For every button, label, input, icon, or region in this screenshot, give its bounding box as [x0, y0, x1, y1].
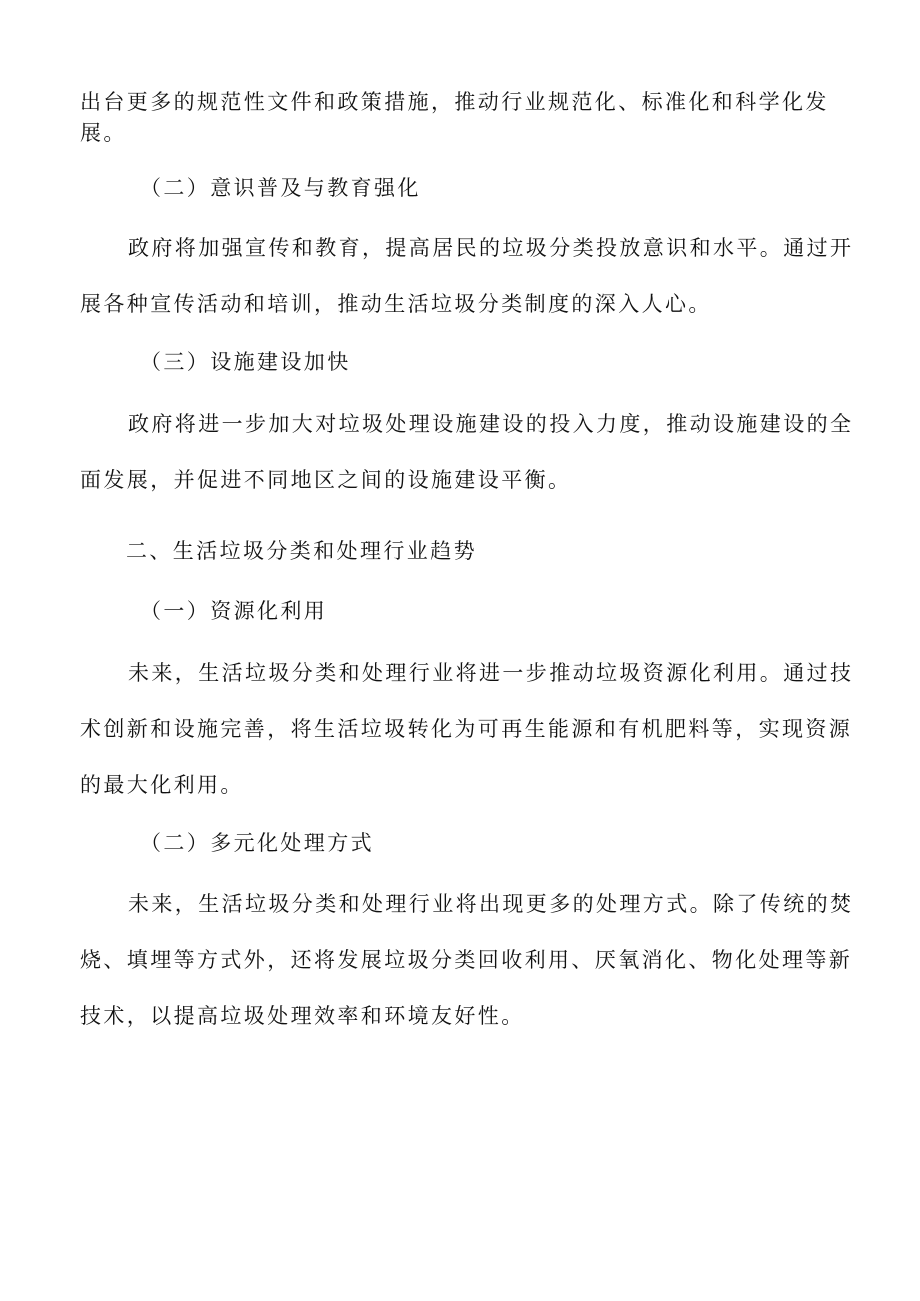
heading-awareness-education: （二）意识普及与教育强化 [140, 176, 421, 200]
paragraph-line: 出台更多的规范性文件和政策措施，推动行业规范化、标准化和科学化发 [80, 90, 829, 114]
heading-facility-construction: （三）设施建设加快 [140, 350, 351, 374]
paragraph-line: 术创新和设施完善，将生活垃圾转化为可再生能源和有机肥料等，实现资源 [80, 717, 853, 741]
paragraph-line: 政府将进一步加大对垃圾处理设施建设的投入力度，推动设施建设的全 [128, 412, 854, 436]
paragraph-line: 技术，以提高垃圾处理效率和环境友好性。 [80, 1004, 525, 1028]
paragraph-line: 政府将加强宣传和教育，提高居民的垃圾分类投放意识和水平。通过开 [128, 236, 854, 260]
heading-diversified-treatment: （二）多元化处理方式 [140, 831, 374, 855]
paragraph-line: 展。 [80, 121, 127, 145]
paragraph-diversified-treatment [80, 890, 854, 1031]
paragraph-line: 未来，生活垃圾分类和处理行业将出现更多的处理方式。除了传统的焚 [128, 892, 854, 916]
paragraph-line: 的最大化利用。 [80, 773, 244, 797]
paragraph-line: 面发展，并促进不同地区之间的设施建设平衡。 [80, 468, 572, 492]
paragraph-line: 烧、填埋等方式外，还将发展垃圾分类回收利用、厌氧消化、物化处理等新 [80, 948, 853, 972]
paragraph-line: 展各种宣传活动和培训，推动生活垃圾分类制度的深入人心。 [80, 292, 712, 316]
paragraph-line: 未来，生活垃圾分类和处理行业将进一步推动垃圾资源化利用。通过技 [128, 661, 854, 685]
paragraph-facility-construction [80, 410, 854, 495]
paragraph-resource-utilization [80, 659, 854, 800]
heading-section-industry-trends: 二、生活垃圾分类和处理行业趋势 [126, 539, 477, 563]
paragraph-awareness-education [80, 234, 854, 319]
heading-resource-utilization: （一）资源化利用 [140, 599, 328, 623]
paragraph-policy-continuation [80, 88, 842, 148]
